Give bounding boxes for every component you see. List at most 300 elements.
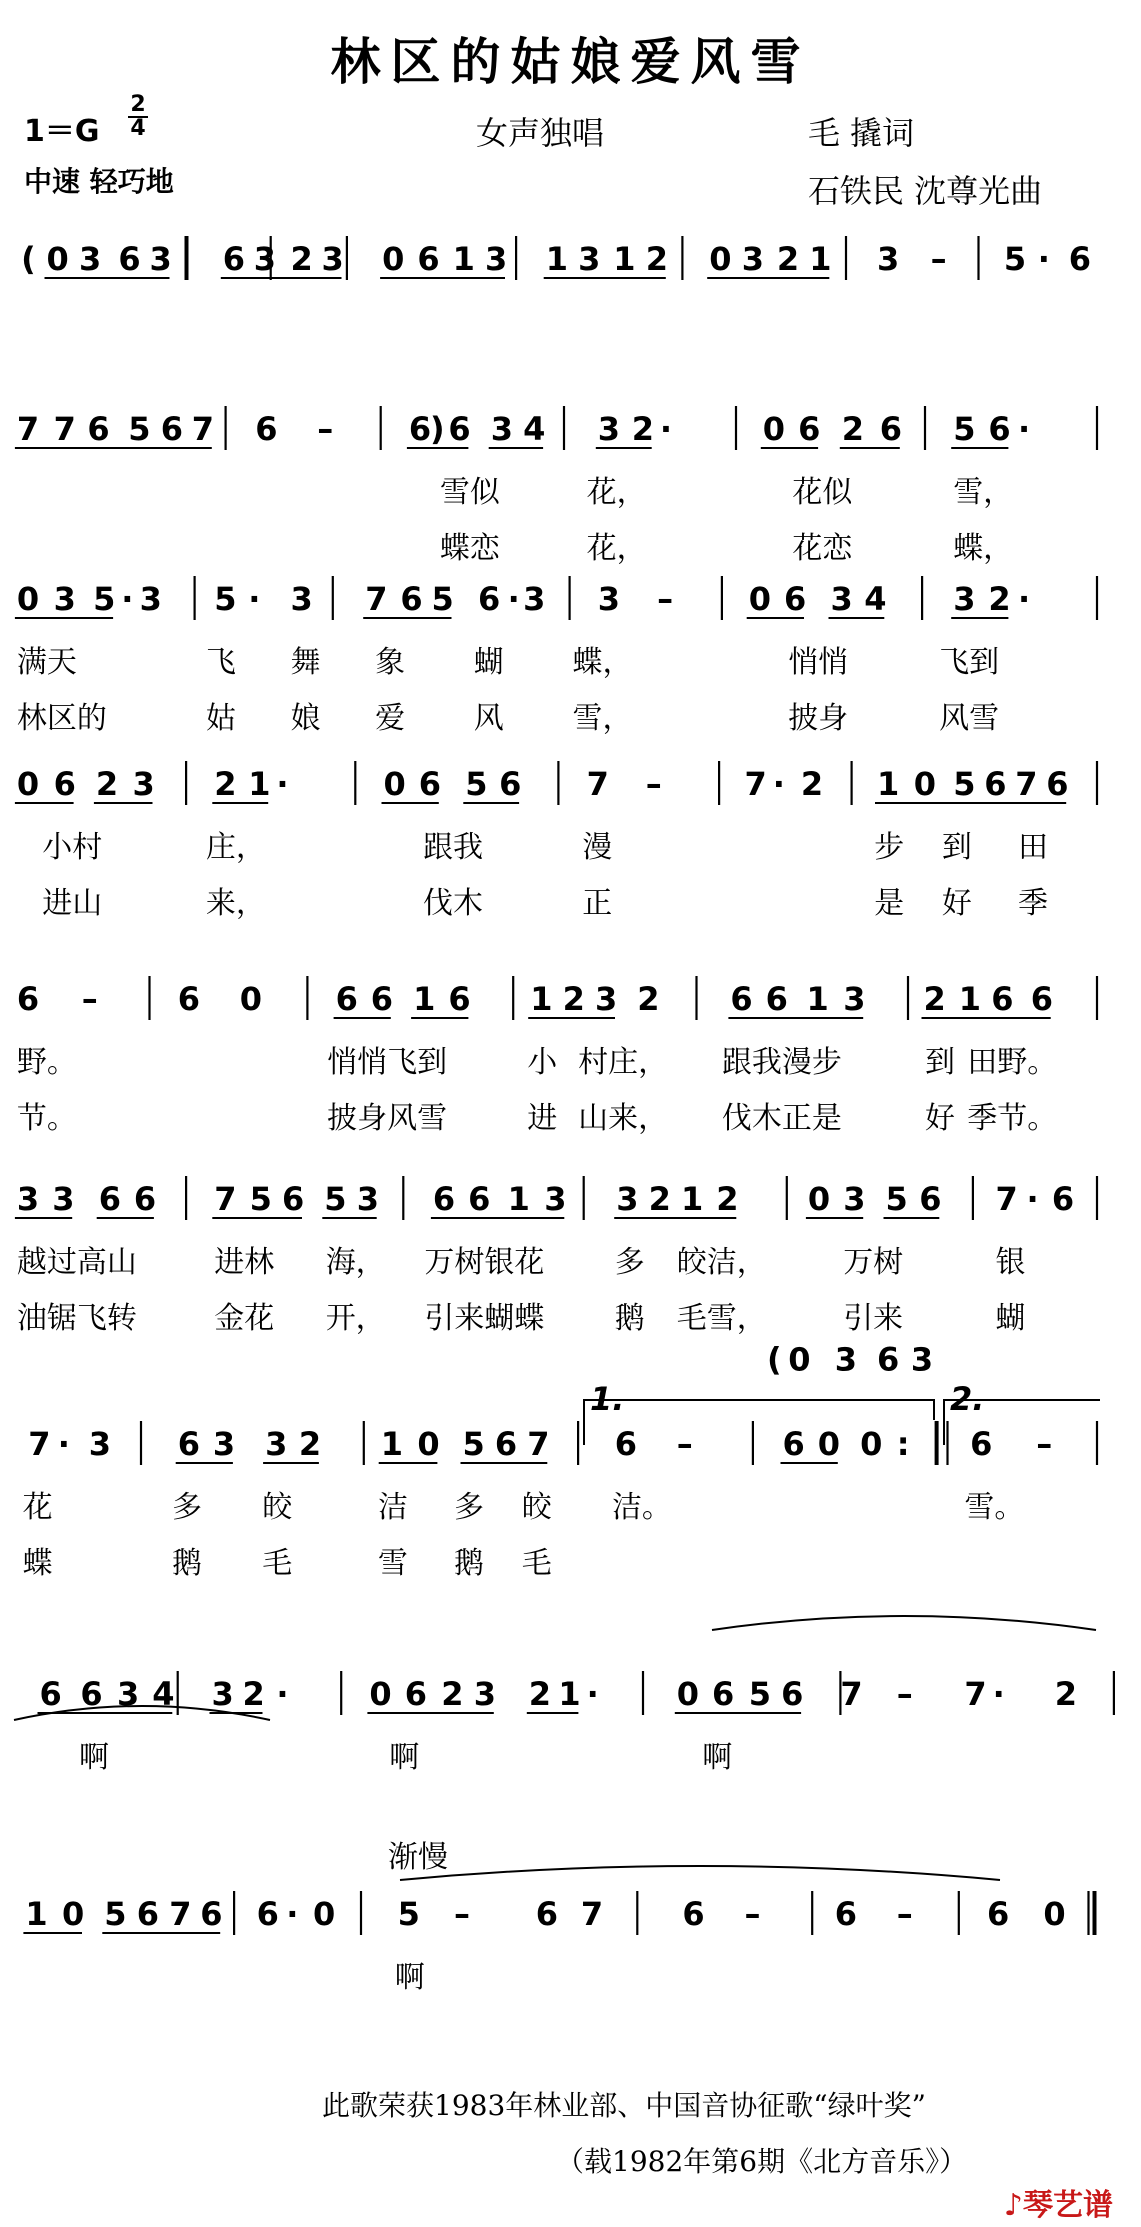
note: 3 (117, 1675, 140, 1713)
note: 2 (716, 1180, 739, 1218)
note: 3 (88, 1425, 112, 1463)
note: 2 (631, 410, 654, 448)
note: 3 (578, 240, 601, 278)
performance-type: 女声独唱 (476, 114, 605, 152)
lyric-word: 姑 (205, 701, 236, 736)
brand-logo-text: 琴艺谱 (1023, 2188, 1113, 2223)
tempo-change-marking: 渐慢 (388, 1840, 448, 1875)
time-signature-numerator: 2 (130, 92, 146, 117)
note: 7 (28, 1425, 51, 1463)
lyric-word: 小 (527, 1045, 558, 1080)
note: 3 (843, 980, 866, 1018)
note: – (896, 1895, 913, 1933)
lyric-word: 到 (941, 830, 972, 865)
note: 1 (530, 980, 553, 1018)
note: 3 (834, 1340, 857, 1379)
note: 0 (313, 1895, 336, 1933)
note: 6 (53, 765, 76, 803)
note: 0 (369, 1675, 392, 1713)
note: 0 (762, 410, 786, 448)
note: ) (430, 410, 445, 448)
note: 7 (53, 410, 76, 448)
volta-first-label: 1. (590, 1380, 625, 1418)
note: 5 (93, 580, 116, 618)
tempo-marking: 中速 轻巧地 (24, 165, 174, 198)
note: 0 (1043, 1895, 1066, 1933)
note: 3 (211, 1675, 234, 1713)
note: 2 (214, 765, 237, 803)
note: 0 (709, 240, 732, 278)
note: 6 (255, 410, 278, 448)
note: 3 (321, 240, 344, 278)
note: 2 (645, 240, 669, 278)
note: · (57, 1425, 70, 1463)
score-row (23, 1340, 1097, 1581)
note: 2 (923, 980, 946, 1018)
note: 3 (79, 240, 102, 278)
note: · (1037, 240, 1050, 278)
lyric-word: 风 (473, 701, 504, 736)
note: 2 (841, 410, 865, 448)
note: 0 (913, 765, 936, 803)
note: 0 (417, 1425, 440, 1463)
lyric-word: 毛 (262, 1546, 293, 1581)
note: 6 (478, 580, 501, 618)
note: 7 (16, 410, 40, 448)
note: 6 (200, 1895, 223, 1933)
note: 1 (507, 1180, 530, 1218)
note: 7 (964, 1675, 987, 1713)
lyric-word: 多 (454, 1490, 484, 1525)
lyric-word: 漫 (582, 830, 613, 865)
lyric-word: 鹅 (454, 1546, 484, 1581)
score-row (23, 1891, 1094, 1995)
note: 2 (528, 1675, 552, 1713)
note: 3 (616, 1180, 639, 1218)
lyric-word: 万树银花 (424, 1245, 545, 1280)
lyric-word: 开， (325, 1301, 386, 1336)
note: 1 (25, 1895, 48, 1933)
note: 1 (452, 240, 475, 278)
note: 3 (523, 580, 546, 618)
note: 6 (499, 765, 522, 803)
note: – (645, 765, 662, 803)
note: 0 (676, 1675, 700, 1713)
note: 0 (383, 765, 406, 803)
note: 6 (1068, 240, 1092, 278)
note: · (772, 765, 785, 803)
note: 3 (139, 580, 162, 618)
lyric-word: 雪似 (439, 475, 500, 510)
note: : (896, 1425, 910, 1463)
note: 2 (637, 980, 660, 1018)
note: 2 (800, 765, 824, 803)
lyric-word: 爱 (375, 701, 406, 736)
slur-arc (400, 1866, 1000, 1880)
key-signature: 1＝G (24, 114, 100, 149)
note: 6 (16, 980, 40, 1018)
note: · (248, 580, 261, 618)
note: 0 (817, 1425, 841, 1463)
lyric-word: 季 (1018, 886, 1048, 921)
lyric-word: 蝴 (995, 1301, 1026, 1336)
note: 0 (860, 1425, 883, 1463)
note: 3 (597, 580, 621, 618)
lyric-word: 飞到 (939, 645, 1000, 680)
note: 6 (335, 980, 358, 1018)
note: 1 (248, 765, 271, 803)
note: 6 (133, 1180, 157, 1218)
lyric-word: 庄， (205, 830, 266, 865)
note: 6 (730, 980, 753, 1018)
note: 6 (136, 1895, 160, 1933)
note: 6 (984, 765, 1007, 803)
note: 0 (807, 1180, 831, 1218)
lyric-word: 洁 (377, 1490, 408, 1525)
note: · (286, 1895, 299, 1933)
note: 6 (765, 980, 788, 1018)
lyric-word: 雪 (377, 1546, 408, 1581)
note: 7 (580, 1895, 604, 1933)
note: 6 (468, 1180, 491, 1218)
lyric-word: 进 (527, 1101, 558, 1136)
lyric-word: 林区的 (16, 701, 107, 736)
lyric-word: 油锯飞转 (16, 1301, 137, 1336)
note: 5 (431, 580, 454, 618)
note: 6 (80, 1675, 103, 1713)
note: 6 (370, 980, 394, 1018)
lyric-word: 披身 (788, 701, 849, 736)
note: · (992, 1675, 1005, 1713)
note: 6 (781, 1675, 804, 1713)
lyric-word: 越过高山 (16, 1245, 137, 1280)
note: · (1026, 1180, 1039, 1218)
note: 7 (169, 1895, 192, 1933)
note: · (586, 1675, 599, 1713)
note: 2 (776, 240, 800, 278)
lyric-word: 小村 (42, 830, 103, 865)
lyric-word: 好 (925, 1101, 955, 1136)
lyric-word: 皎洁， (676, 1245, 767, 1280)
time-signature-denominator: 4 (128, 116, 148, 140)
note: 7 (214, 1180, 237, 1218)
note: 1 (613, 240, 636, 278)
note: 6 (98, 1180, 121, 1218)
note: 6 (404, 1675, 427, 1713)
score-row (21, 236, 1091, 280)
note: 6 (798, 410, 821, 448)
note: 3 (595, 980, 618, 1018)
note: 5 (465, 765, 488, 803)
note: 0 (16, 580, 40, 618)
note: 5 (214, 580, 237, 618)
note: 6 (712, 1675, 735, 1713)
note: 6 (1051, 1180, 1075, 1218)
lyric-word: 蝶 (22, 1546, 53, 1581)
note: 5 (104, 1895, 127, 1933)
note: 2 (290, 240, 313, 278)
lyric-word: 野。 (16, 1045, 77, 1080)
slur-arc (712, 1616, 1096, 1630)
note: · (276, 765, 289, 803)
note: 5 (462, 1425, 485, 1463)
note: · (1018, 580, 1031, 618)
brand-logo (1004, 2180, 1113, 2224)
note: 2 (441, 1675, 464, 1713)
source-note: （载1982年第6期《北方音乐》） (556, 2145, 968, 2178)
note: 0 (46, 240, 69, 278)
note: 0 (239, 980, 262, 1018)
note: 3 (52, 1180, 75, 1218)
note: 2 (988, 580, 1011, 618)
note: 5 (953, 410, 976, 448)
composers: 石铁民 沈尊光曲 (808, 172, 1043, 210)
lyric-word: 悄悄飞到 (327, 1045, 448, 1080)
lyric-word: 好 (941, 886, 972, 921)
lyric-word: 多 (172, 1490, 202, 1525)
note: 0 (788, 1340, 811, 1379)
note: 0 (748, 580, 771, 618)
lyric-word: 毛雪， (676, 1301, 767, 1336)
lyric-word: 雪， (953, 475, 1014, 510)
note: 1 (809, 240, 832, 278)
score-row (15, 406, 1097, 566)
note: 6 (408, 410, 432, 448)
lyric-word: 田野。 (967, 1045, 1058, 1080)
lyric-word: 村庄， (578, 1045, 669, 1080)
note: 5 (748, 1675, 771, 1713)
lyric-word: 跟我漫步 (721, 1045, 842, 1080)
note: 1 (558, 1675, 581, 1713)
note: 6 (834, 1895, 857, 1933)
note: ( (21, 240, 36, 278)
lyric-word: 飞 (205, 645, 236, 680)
note: 6 (256, 1895, 279, 1933)
lyric-word: 田 (1018, 830, 1048, 865)
lyric-word: 引来蝴蝶 (424, 1301, 545, 1336)
note: 3 (597, 410, 621, 448)
lyric-word: 鹅 (172, 1546, 202, 1581)
note: 6 (448, 980, 471, 1018)
lyric-word: 跟我 (423, 830, 483, 865)
note: 3 (485, 240, 508, 278)
note: 7 (586, 765, 609, 803)
lyric-word: 雪， (572, 701, 633, 736)
volta-second-label: 2. (950, 1380, 985, 1418)
lyric-word: 蝴 (473, 645, 504, 680)
note: – (81, 980, 98, 1018)
lyric-word: 进山 (42, 886, 103, 921)
note: 6 (177, 1425, 200, 1463)
lyric-word: 皎 (262, 1490, 293, 1525)
note: 7 (1015, 765, 1038, 803)
lyric-word: 啊 (389, 1740, 420, 1775)
note: 2 (95, 765, 119, 803)
note: – (896, 1675, 913, 1713)
note: 6 (970, 1425, 993, 1463)
lyric-word: 金花 (214, 1301, 275, 1336)
note: – (930, 240, 947, 278)
note: · (507, 580, 520, 618)
lyric-word: 正 (582, 886, 613, 921)
lyric-word: 花 (22, 1490, 53, 1525)
lyric-word: 风雪 (939, 701, 1000, 736)
lyric-word: 舞 (290, 645, 321, 680)
note: 6 (418, 765, 442, 803)
note: ( (767, 1340, 782, 1379)
note: 6 (222, 240, 246, 278)
note: 3 (53, 580, 76, 618)
note: – (454, 1895, 470, 1933)
lyric-word: 引来 (843, 1301, 904, 1336)
note: 7 (744, 765, 767, 803)
note: 6 (417, 240, 440, 278)
lyric-word: 花， (586, 531, 647, 566)
note: 0 (382, 240, 405, 278)
note: 3 (356, 1180, 379, 1218)
note: 6 (400, 580, 423, 618)
note: 6 (1030, 980, 1053, 1018)
note: 5 (1003, 240, 1027, 278)
note: · (121, 580, 134, 618)
note: 1 (545, 240, 568, 278)
lyric-word: 花似 (792, 475, 853, 510)
note: 2 (298, 1425, 322, 1463)
lyric-word: 山来， (578, 1101, 669, 1136)
note: – (676, 1425, 693, 1463)
note: 1 (877, 765, 900, 803)
lyric-word: 悄悄 (788, 645, 849, 680)
note: 6 (782, 1425, 805, 1463)
lyric-word: 蝶恋 (439, 531, 500, 566)
note: 3 (290, 580, 313, 618)
lyric-word: 银 (995, 1245, 1026, 1280)
lyric-word: 啊 (79, 1740, 109, 1775)
lyric-word: 象 (375, 645, 406, 680)
note: 4 (152, 1675, 175, 1713)
note: 6 (784, 580, 807, 618)
note: 6 (160, 410, 183, 448)
lyric-word: 多 (614, 1245, 645, 1280)
note: 4 (864, 580, 887, 618)
note: 7 (840, 1675, 863, 1713)
lyric-word: 皎 (521, 1490, 552, 1525)
note: 3 (953, 580, 976, 618)
note: 5 (128, 410, 151, 448)
note: 1 (806, 980, 829, 1018)
note: 6 (494, 1425, 518, 1463)
note: 6 (614, 1425, 638, 1463)
lyric-word: 洁。 (611, 1490, 672, 1525)
note: 3 (910, 1340, 934, 1379)
note: 6 (682, 1895, 705, 1933)
lyric-word: 雪。 (964, 1490, 1025, 1525)
note: 1 (413, 980, 436, 1018)
note: 6 (39, 1675, 62, 1713)
lyric-word: 进林 (214, 1245, 275, 1280)
lyric-word: 蝶， (572, 645, 633, 680)
note: 6 (877, 1340, 900, 1379)
note: 6 (879, 410, 903, 448)
note: 6 (535, 1895, 559, 1933)
note: 2 (1054, 1675, 1077, 1713)
score-row (17, 976, 1097, 1136)
note: 4 (523, 410, 546, 448)
note: 3 (149, 240, 172, 278)
note: 0 (62, 1895, 85, 1933)
note: 3 (741, 240, 764, 278)
note: 2 (562, 980, 585, 1018)
note: 7 (365, 580, 388, 618)
page-title: 林区的姑娘爱风雪 (330, 32, 811, 91)
note: 3 (843, 1180, 866, 1218)
note: 7 (191, 410, 215, 448)
note: 3 (212, 1425, 236, 1463)
lyric-word: 披身风雪 (327, 1101, 448, 1136)
lyric-word: 万树 (843, 1245, 904, 1280)
note: 6 (448, 410, 471, 448)
lyric-word: 伐木正是 (721, 1101, 842, 1136)
lyric-word: 花， (586, 475, 647, 510)
note: 5 (953, 765, 976, 803)
lyric-word: 季节。 (967, 1101, 1058, 1136)
note: – (657, 580, 674, 618)
note: – (1036, 1425, 1053, 1463)
note: 2 (648, 1180, 671, 1218)
note: · (1018, 410, 1031, 448)
note: 1 (681, 1180, 704, 1218)
lyric-word: 毛 (521, 1546, 552, 1581)
note: 3 (265, 1425, 288, 1463)
note: 3 (132, 765, 155, 803)
note: 1 (958, 980, 982, 1018)
note: – (317, 410, 334, 448)
note: 6 (177, 980, 200, 1018)
note: – (744, 1895, 761, 1933)
note: 6 (919, 1180, 942, 1218)
note: 3 (253, 240, 277, 278)
note: · (276, 1675, 289, 1713)
note: 3 (830, 580, 853, 618)
lyric-word: 是 (874, 886, 905, 921)
note: 6 (991, 980, 1014, 1018)
lyric-word: 花恋 (792, 531, 853, 566)
lyric-word: 海， (325, 1245, 386, 1280)
note: 3 (490, 410, 513, 448)
lyric-word: 啊 (394, 1960, 425, 1995)
lyric-word: 蝶， (953, 531, 1014, 566)
note: 3 (544, 1180, 567, 1218)
lyric-word: 步 (874, 830, 905, 865)
note: 0 (16, 765, 40, 803)
note: 7 (995, 1180, 1018, 1218)
note: 6 (87, 410, 110, 448)
note: 3 (16, 1180, 40, 1218)
note: 1 (380, 1425, 403, 1463)
note: 6 (1046, 765, 1069, 803)
lyric-word: 到 (925, 1045, 955, 1080)
score-row (15, 576, 1097, 736)
score-row (38, 1671, 1114, 1775)
lyric-word: 节。 (16, 1101, 77, 1136)
award-note: 此歌荣获1983年林业部、中国音协征歌“绿叶奖” (322, 2089, 926, 2122)
note: · (659, 410, 673, 448)
lyric-word: 来， (205, 886, 266, 921)
score-row (15, 1176, 1097, 1336)
note: 5 (397, 1895, 420, 1933)
lyricist: 毛 撬词 (808, 114, 915, 152)
note: 2 (242, 1675, 265, 1713)
